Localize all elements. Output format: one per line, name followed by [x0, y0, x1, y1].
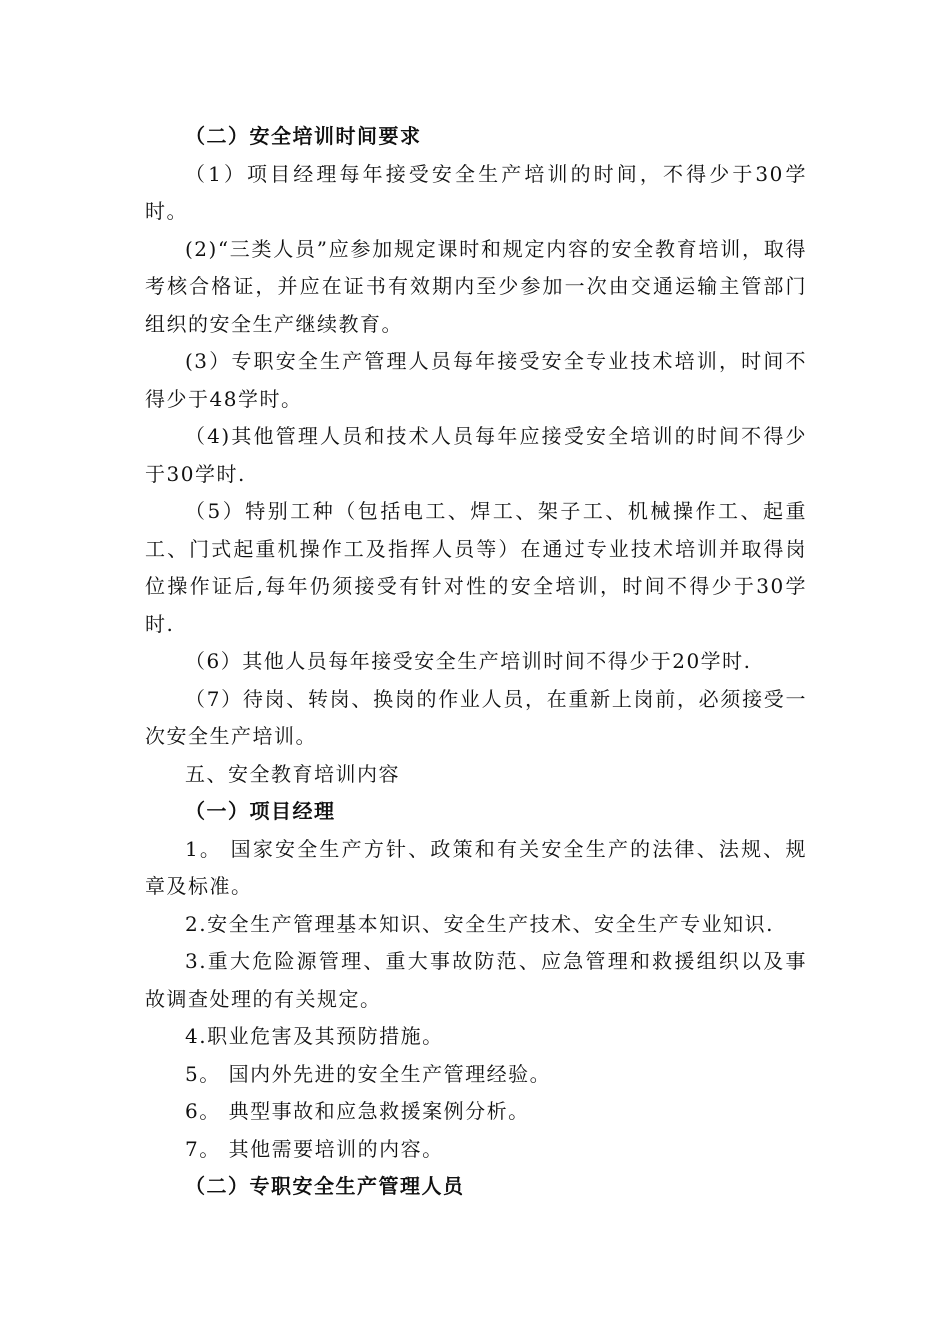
subsection-heading-safety-staff: （二）专职安全生产管理人员 [185, 1174, 465, 1198]
subsection-heading-project-manager: （一）项目经理 [185, 799, 336, 823]
paragraph-item-3: (3）专职安全生产管理人员每年接受安全专业技术培训，时间不得少于48学时。 [145, 349, 807, 411]
paragraph-item-7: （7）待岗、转岗、换岗的作业人员，在重新上岗前，必须接受一次安全生产培训。 [145, 686, 807, 748]
list-item-6: 6。 典型事故和应急救援案例分析。 [185, 1099, 530, 1123]
paragraph-item-6: （6）其他人员每年接受安全生产培训时间不得少于20学时. [185, 649, 752, 673]
list-item-4: 4.职业危害及其预防措施。 [185, 1024, 444, 1048]
paragraph-item-5: （5）特别工种（包括电工、焊工、架子工、机械操作工、起重工、门式起重机操作工及指挥人员等）在通过专业技术培训并取得岗位操作证后,每年仍须接受有针对性的安全培训，时间不得少于30学时. [145, 499, 807, 636]
paragraph-item-1: （1）项目经理每年接受安全生产培训的时间，不得少于30学时。 [145, 161, 807, 223]
list-item-3: 3.重大危险源管理、重大事故防范、应急管理和救援组织以及事故调查处理的有关规定。 [145, 949, 807, 1011]
list-item-1: 1。 国家安全生产方针、政策和有关安全生产的法律、法规、规章及标准。 [145, 836, 807, 898]
list-item-2: 2.安全生产管理基本知识、安全生产技术、安全生产专业知识. [185, 911, 774, 936]
list-item-5: 5。 国内外先进的安全生产管理经验。 [185, 1061, 552, 1086]
document-body [145, 118, 807, 1206]
paragraph-item-4: （4)其他管理人员和技术人员每年应接受安全培训的时间不得少于30学时. [145, 424, 807, 486]
paragraph-item-2: (2)“三类人员”应参加规定课时和规定内容的安全教育培训，取得考核合格证，并应在证书有效期内至少参加一次由交通运输主管部门组织的安全生产继续教育。 [145, 236, 807, 336]
section-heading-training-content: 五、安全教育培训内容 [185, 761, 400, 786]
list-item-7: 7。 其他需要培训的内容。 [185, 1136, 444, 1161]
subsection-heading-training-time: （二）安全培训时间要求 [185, 124, 422, 148]
